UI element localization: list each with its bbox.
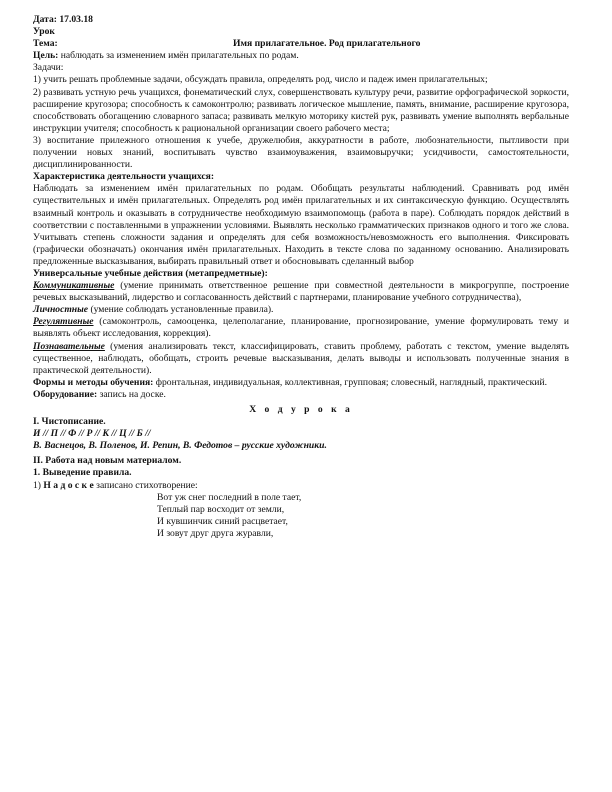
activity-label: Характеристика деятельности учащихся: bbox=[33, 171, 215, 183]
cognitive-text: (умения анализировать текст, классифицировать, ставить проблему, работать с текстом, умение выделять существенное, наблюдать, обобщать, строить речевые высказывания, делать выводы и использовать полученные знания в практической деятельности). bbox=[33, 340, 569, 376]
communicative-label: Коммуникативные bbox=[33, 280, 115, 292]
task-item-1: 1) учить решать проблемные задачи, обсуждать правила, определять род, число и падеж имен прилагательных; bbox=[33, 74, 488, 86]
topic-label: Тема: bbox=[33, 38, 58, 50]
poem-line-3: И кувшинчик синий расцветает, bbox=[157, 515, 288, 527]
section2-title: II. Работа над новым материалом. bbox=[33, 455, 182, 467]
tasks-label: Задачи: bbox=[33, 62, 64, 74]
forms-label: Формы и методы обучения: bbox=[33, 376, 154, 388]
uud-communicative bbox=[33, 280, 569, 304]
regulatory-text: (самоконтроль, самооценка, целеполагание, планирование, прогнозирование, умение формулировать тему и выявлять объект исследования, коррекция). bbox=[33, 316, 569, 340]
uud-label: Универсальные учебные действия (метапредметные): bbox=[33, 267, 268, 279]
personal-text: (умение соблюдать установленные правила). bbox=[88, 304, 274, 316]
artists-line: В. Васнецов, В. Поленов, И. Репин, В. Федотов – русские художники. bbox=[33, 440, 327, 452]
board-label: Н а д о с к е bbox=[43, 479, 94, 491]
board-line bbox=[33, 480, 569, 492]
task-item-3: 3) воспитание прилежного отношения к учебе, дружелюбия, аккуратности в работе, любознательности, пытливости при получении новых знаний, воспитывать чувство взаимоуважения, взаимовыручки; усидчивости, самостоятельности, дисциплинированности. bbox=[33, 134, 569, 171]
date-line: Дата: 17.03.18 bbox=[33, 14, 93, 25]
topic-row bbox=[33, 38, 569, 50]
uud-cognitive bbox=[33, 341, 569, 377]
equipment-text: запись на доске. bbox=[97, 388, 166, 400]
equipment-label: Оборудование: bbox=[33, 388, 98, 400]
personal-label: Личностные bbox=[33, 304, 89, 316]
board-prefix: 1) bbox=[33, 479, 44, 491]
poem-line-4: И зовут друг друга журавли, bbox=[157, 527, 274, 539]
regulatory-label: Регулятивные bbox=[33, 316, 94, 328]
topic-title: Имя прилагательное. Род прилагательного bbox=[233, 38, 421, 50]
task-item-2: 2) развивать устную речь учащихся, фонематический слух, совершенствовать культуру речи, развитие орфографической зоркости, расширение кругозора; способность к самоконтролю; развивать логическое мышление, память, внимание, расширение кругозора, способствовать обогащению словарного запаса; развивать мелкую моторику кистей рук, развивать умение выполнять вербальные инструкции учителя; способность к рациональной организации своего рабочего места; bbox=[33, 86, 569, 134]
equipment-line bbox=[33, 389, 569, 401]
uud-regulatory bbox=[33, 316, 569, 340]
letters-line: И // П // Ф // Р // К // Ц // Б // bbox=[33, 428, 151, 440]
uud-personal bbox=[33, 304, 569, 316]
section1-title: I. Чистописание. bbox=[33, 416, 106, 428]
lesson-flow-title: Х о д у р о к а bbox=[249, 404, 353, 415]
activity-text: Наблюдать за изменением имён прилагательных по родам. Обобщать результаты наблюдений. Сравнивать род имён существительных и имён прилагательных. Определять род имён прилагательных и их синтаксическую функцию. Осуществлять взаимный контроль и оказывать в сотрудничестве необходимую взаимопомощь (работа в паре). Соблюдать порядок действий в соответствии с поставленными в упражнении условиями. Выявлять несколько грамматических признаков одного и того же слова. Учитывать степень сложности задания и определять для себя возможность/невозможность его выполнения. Фиксировать (графически обозначать) окончания имён прилагательных. Находить в тексте слова по заданному основанию. Анализировать предложенные высказывания, выбирать правильный ответ и обосновывать сделанный выбор bbox=[33, 183, 569, 267]
forms-line bbox=[33, 377, 569, 389]
goal-label: Цель: bbox=[33, 50, 59, 62]
goal-line bbox=[33, 50, 569, 62]
document-content bbox=[33, 14, 569, 540]
poem-line-1: Вот уж снег последний в поле тает, bbox=[157, 491, 302, 503]
forms-text: фронтальная, индивидуальная, коллективная, групповая; словесный, наглядный, практический. bbox=[153, 376, 547, 388]
communicative-text: (умение принимать ответственное решение при совместной деятельности в микрогруппе, построение речевых высказываний, лидерство и согласованность действий с партнерами, планирование учебного сотрудничества), bbox=[33, 280, 569, 304]
lesson-label: Урок bbox=[33, 26, 55, 38]
goal-text: наблюдать за изменением имён прилагательных по родам. bbox=[58, 50, 299, 62]
section2-sub1: 1. Выведение правила. bbox=[33, 467, 132, 479]
poem-line-2: Теплый пар восходит от земли, bbox=[157, 503, 285, 515]
cognitive-label: Познавательные bbox=[33, 340, 105, 352]
board-text: записано стихотворение: bbox=[93, 479, 198, 491]
